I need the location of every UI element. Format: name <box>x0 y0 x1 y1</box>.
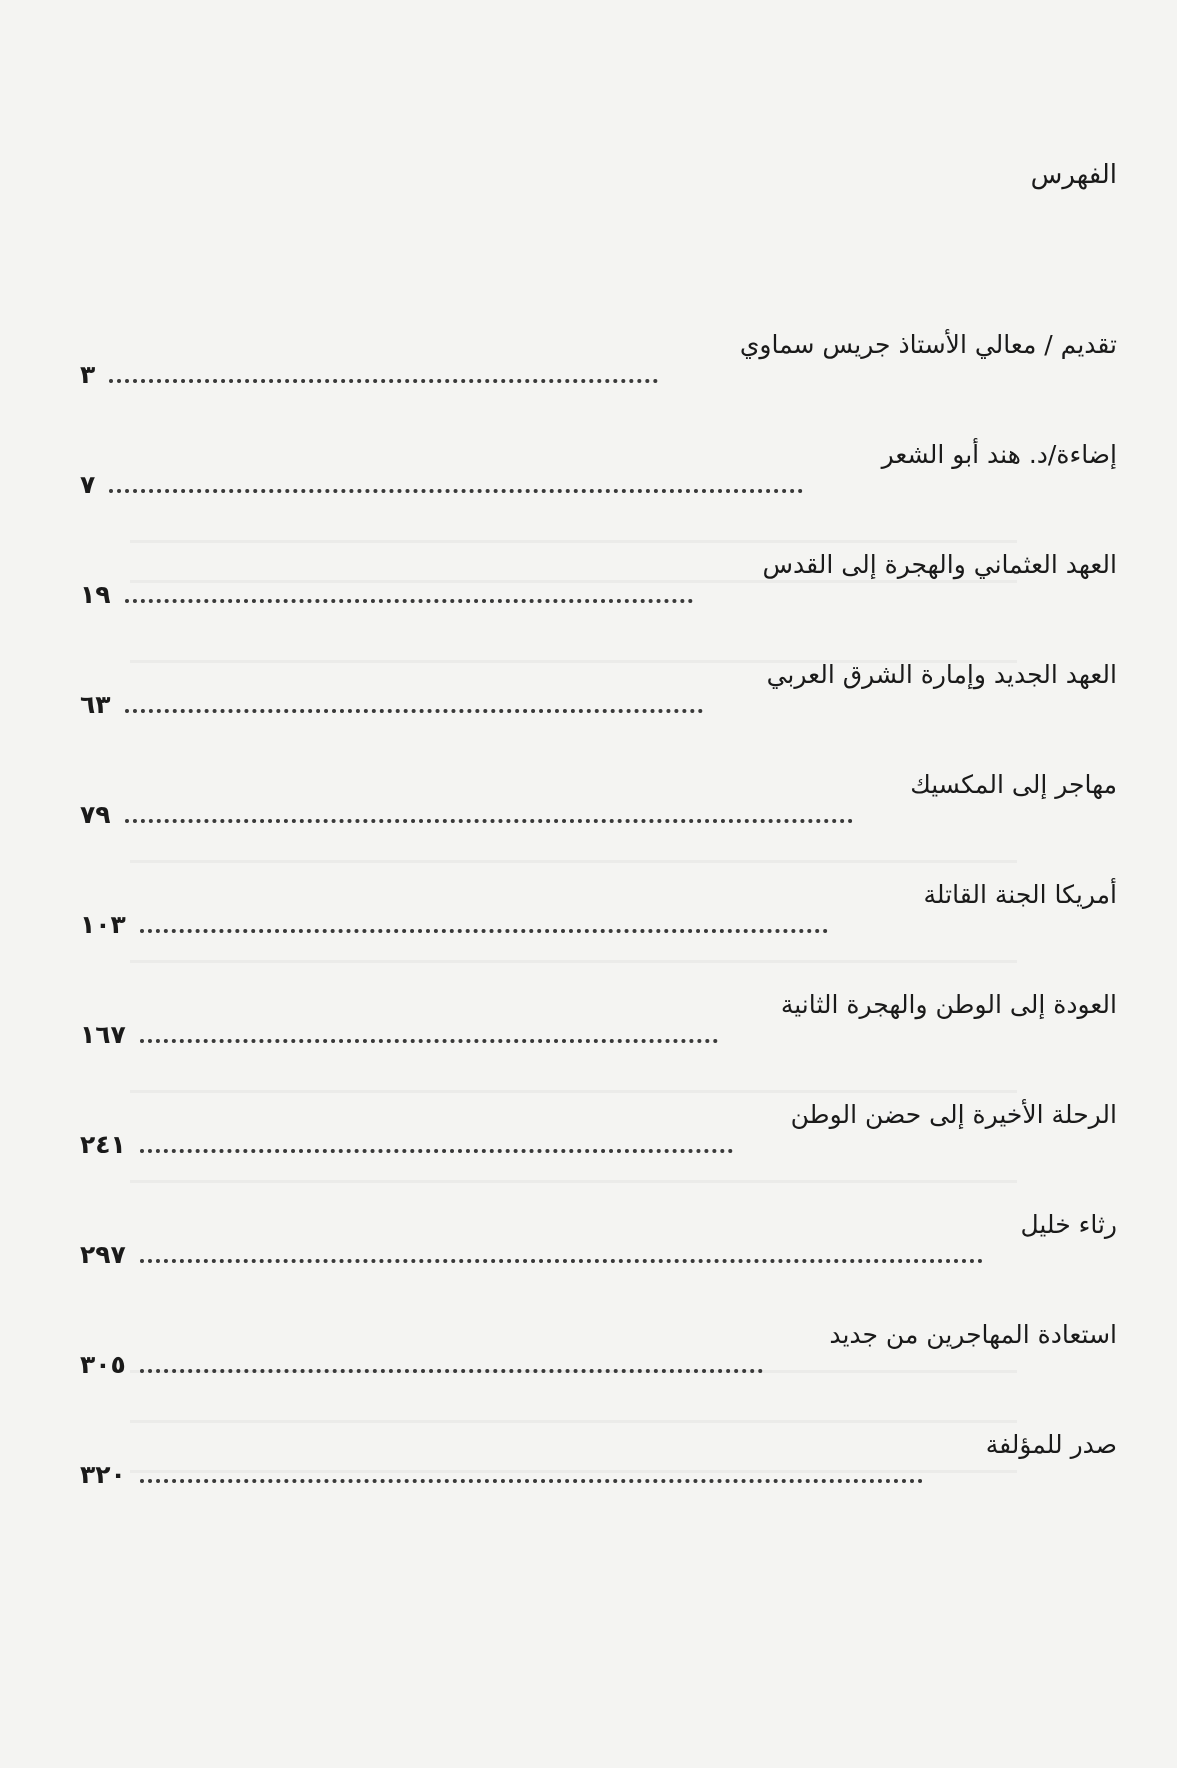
toc-entry-page: ٧٩ <box>80 800 111 829</box>
toc-entry-label: صدر للمؤلفة <box>985 1430 1117 1459</box>
toc-entry-row <box>80 1350 1117 1379</box>
toc-entry-page: ٣ <box>80 360 96 389</box>
toc-entry-row <box>80 800 1117 829</box>
toc-entry-row <box>80 360 1117 389</box>
toc-entry-label: أمريكا الجنة القاتلة <box>923 880 1117 909</box>
toc-entry-row <box>80 580 1117 609</box>
toc-entry-row <box>80 1130 1117 1159</box>
toc-entry-label: رثاء خليل <box>1020 1210 1117 1239</box>
toc-entry-page: ٧ <box>80 470 96 499</box>
toc-entry-row <box>80 1460 1117 1489</box>
dot-leader <box>140 1038 718 1043</box>
toc-entry-label: مهاجر إلى المكسيك <box>910 770 1117 799</box>
toc-entry <box>80 880 1117 990</box>
toc-entry <box>80 550 1117 660</box>
dot-leader <box>140 1368 763 1373</box>
toc-entry-row <box>80 470 1117 499</box>
toc-entry <box>80 1210 1117 1320</box>
toc-entry-label: العودة إلى الوطن والهجرة الثانية <box>780 990 1117 1019</box>
toc-entry-page: ١٠٣ <box>80 910 126 939</box>
toc-entry <box>80 1100 1117 1210</box>
dot-leader <box>140 1258 983 1263</box>
dot-leader <box>125 818 853 823</box>
toc-entry <box>80 330 1117 440</box>
toc-entry-page: ٢٩٧ <box>80 1240 126 1269</box>
toc-entry <box>80 770 1117 880</box>
toc-entry <box>80 1430 1117 1540</box>
toc-entry-label: استعادة المهاجرين من جديد <box>829 1320 1117 1349</box>
toc-entry <box>80 990 1117 1100</box>
dot-leader <box>109 488 803 493</box>
toc-entry <box>80 440 1117 550</box>
dot-leader <box>109 378 658 383</box>
toc-entry-label: تقديم / معالي الأستاذ جريس سماوي <box>739 330 1117 359</box>
toc-list <box>80 330 1117 1540</box>
toc-entry-label: إضاءة/د. هند أبو الشعر <box>881 440 1117 469</box>
toc-entry-row <box>80 910 1117 939</box>
toc-entry-page: ١٩ <box>80 580 111 609</box>
toc-entry-label: العهد الجديد وإمارة الشرق العربي <box>766 660 1117 689</box>
toc-entry-row <box>80 690 1117 719</box>
toc-entry-label: الرحلة الأخيرة إلى حضن الوطن <box>790 1100 1117 1129</box>
dot-leader <box>140 1478 923 1483</box>
dot-leader <box>140 928 828 933</box>
toc-entry-page: ٣٠٥ <box>80 1350 126 1379</box>
toc-entry-row <box>80 1240 1117 1269</box>
toc-entry-page: ٢٤١ <box>80 1130 126 1159</box>
dot-leader <box>140 1148 733 1153</box>
toc-entry <box>80 660 1117 770</box>
toc-entry-page: ٣٢٠ <box>80 1460 126 1489</box>
dot-leader <box>125 598 693 603</box>
toc-entry-page: ٦٣ <box>80 690 111 719</box>
toc-entry-row <box>80 1020 1117 1049</box>
toc-entry-page: ١٦٧ <box>80 1020 126 1049</box>
toc-entry <box>80 1320 1117 1430</box>
dot-leader <box>125 708 703 713</box>
toc-entry-label: العهد العثماني والهجرة إلى القدس <box>762 550 1117 579</box>
page-title: الفهرس <box>1030 160 1117 190</box>
